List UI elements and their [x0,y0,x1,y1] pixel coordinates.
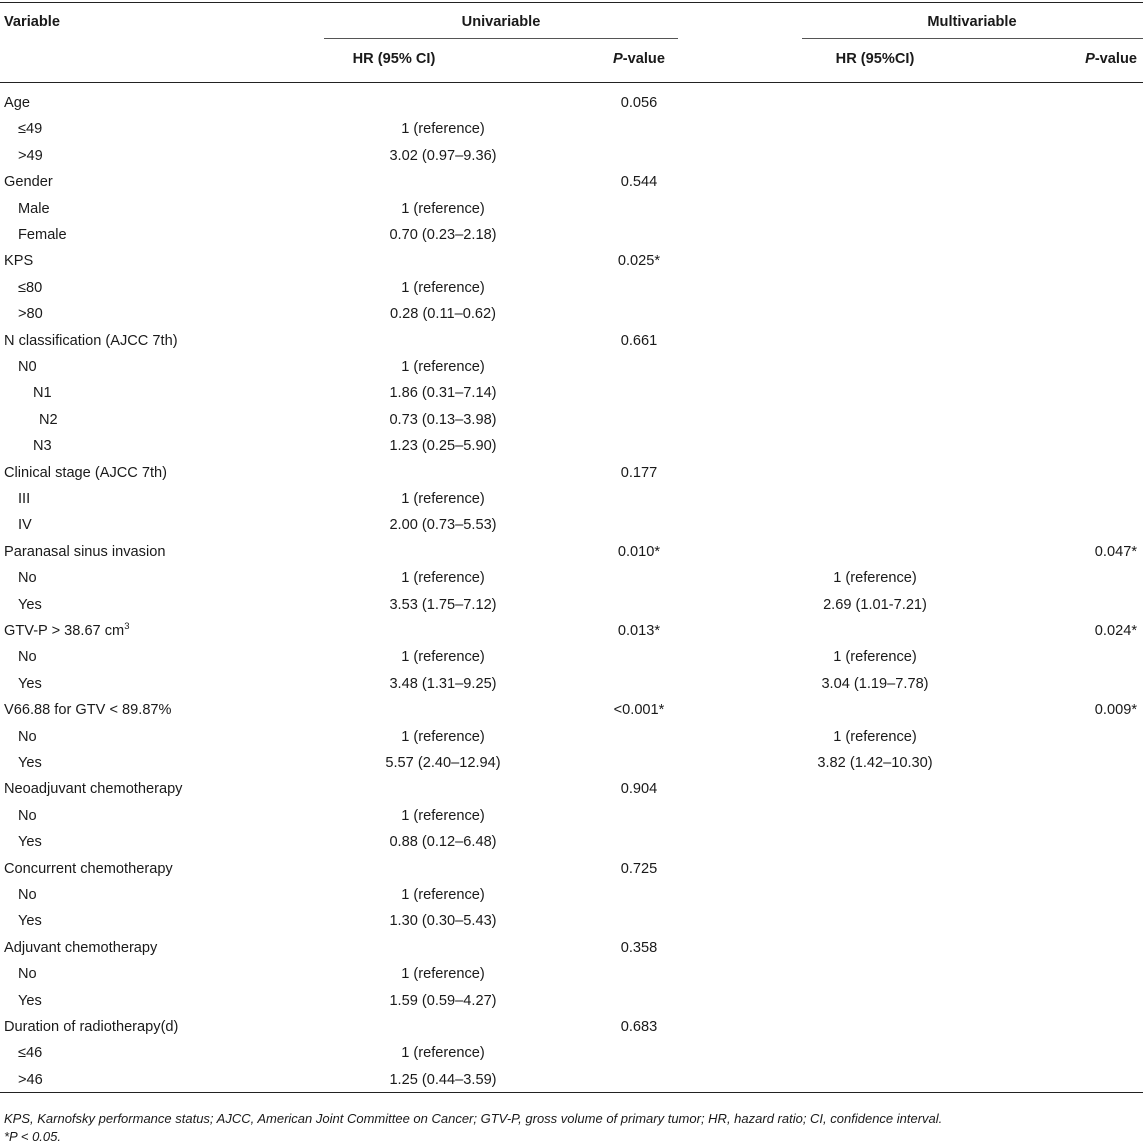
p-italic: P [613,51,623,67]
row-label: No [18,570,37,586]
row-label: Concurrent chemotherapy [4,861,173,877]
header-univariable: Univariable [461,14,541,30]
univariable-p-cell: 0.544 [620,174,658,190]
multivariable-hr-cell: 1 (reference) [833,570,917,586]
univariable-hr-cell: 1 (reference) [401,359,485,375]
univariable-p-cell: 0.177 [620,465,658,481]
univariable-hr-cell: 0.88 (0.12–6.48) [389,834,497,850]
row-label: Gender [4,174,53,190]
row-label: N classification (AJCC 7th) [4,333,178,349]
row-label: No [18,649,37,665]
p-italic: P [1085,51,1095,67]
univariable-underline [324,38,678,39]
univariable-p-cell: 0.904 [620,781,658,797]
header-p-multivariable [1085,49,1137,69]
univariable-hr-cell: 1 (reference) [401,570,485,586]
row-label: No [18,966,37,982]
row-label: >46 [18,1072,43,1088]
univariable-p-cell: 0.661 [620,333,658,349]
row-label: Yes [18,834,42,850]
univariable-hr-cell: 0.70 (0.23–2.18) [389,227,497,243]
univariable-hr-cell: 1 (reference) [401,729,485,745]
univariable-p-cell: 0.025* [617,253,661,269]
row-label: ≤80 [18,280,43,296]
row-label: Yes [18,755,42,771]
row-label: Yes [18,993,42,1009]
univariable-p-cell: 0.358 [620,940,658,956]
p-suffix: -value [1094,51,1137,67]
univariable-hr-cell: 1.59 (0.59–4.27) [389,993,497,1009]
univariable-hr-cell: 1 (reference) [401,491,485,507]
header-hr-multivariable: HR (95%CI) [835,51,915,67]
univariable-hr-cell: 0.28 (0.11–0.62) [389,306,497,322]
row-label: N1 [33,385,52,401]
row-label: Yes [18,676,42,692]
footnote-abbreviations: KPS, Karnofsky performance status; AJCC, American Joint Committee on Cancer; GTV-P, gross volume of primary tumor; HR, hazard ratio; CI, confidence interval. [4,1111,943,1126]
univariable-hr-cell: 3.53 (1.75–7.12) [389,597,497,613]
row-label: >80 [18,306,43,322]
row-label: Neoadjuvant chemotherapy [4,781,183,797]
unit-superscript: 3 [124,621,130,633]
univariable-hr-cell: 1 (reference) [401,121,485,137]
row-label: Duration of radiotherapy(d) [4,1019,179,1035]
row-label: Yes [18,597,42,613]
row-label: III [18,491,31,507]
univariable-p-cell: 0.725 [620,861,658,877]
header-p-univariable [560,49,718,69]
univariable-hr-cell: 1.30 (0.30–5.43) [389,913,497,929]
row-label: N0 [18,359,37,375]
row-label: IV [18,517,32,533]
table-bottom-rule [0,1092,1143,1093]
row-label: No [18,808,37,824]
univariable-p-cell: <0.001* [613,702,665,718]
multivariable-hr-cell: 2.69 (1.01-7.21) [823,597,927,613]
multivariable-hr-cell: 1 (reference) [833,729,917,745]
univariable-hr-cell: 1.23 (0.25–5.90) [389,438,497,454]
univariable-hr-cell: 1 (reference) [401,808,485,824]
multivariable-hr-cell: 3.82 (1.42–10.30) [817,755,933,771]
row-label: Adjuvant chemotherapy [4,940,158,956]
univariable-p-cell: 0.683 [620,1019,658,1035]
row-label: KPS [4,253,34,269]
row-label: N2 [39,412,58,428]
header-multivariable: Multivariable [927,14,1017,30]
header-variable: Variable [4,14,60,30]
header-bottom-rule [0,82,1143,83]
univariable-p-cell: 0.056 [620,95,658,111]
univariable-hr-cell: 2.00 (0.73–5.53) [389,517,497,533]
row-label: Yes [18,913,42,929]
table-top-rule [0,2,1143,3]
univariable-p-cell: 0.013* [617,623,661,639]
multivariable-p-cell: 0.009* [1094,702,1137,718]
p-suffix: -value [622,51,665,67]
univariable-hr-cell: 1 (reference) [401,649,485,665]
univariable-hr-cell: 3.48 (1.31–9.25) [389,676,497,692]
univariable-hr-cell: 1 (reference) [401,887,485,903]
row-label: N3 [33,438,52,454]
row-label: Female [18,227,67,243]
univariable-hr-cell: 5.57 (2.40–12.94) [385,755,501,771]
univariable-hr-cell: 3.02 (0.97–9.36) [389,148,497,164]
multivariable-underline [802,38,1143,39]
univariable-hr-cell: 1 (reference) [401,201,485,217]
univariable-hr-cell: 1.86 (0.31–7.14) [389,385,497,401]
multivariable-p-cell: 0.024* [1094,623,1137,639]
univariable-hr-cell: 1 (reference) [401,1045,485,1061]
row-label: V66.88 for GTV < 89.87% [4,702,172,718]
row-label: GTV-P > 38.67 $cm^3$ [4,621,130,639]
row-label: No [18,729,37,745]
row-label: Male [18,201,50,217]
header-hr-univariable: HR (95% CI) [352,51,436,67]
row-label: Clinical stage (AJCC 7th) [4,465,168,481]
footnote-significance: *P < 0.05. [4,1129,61,1144]
row-label: Age [4,95,30,111]
row-label: No [18,887,37,903]
univariable-hr-cell: 1.25 (0.44–3.59) [389,1072,497,1088]
row-label: ≤46 [18,1045,43,1061]
multivariable-hr-cell: 3.04 (1.19–7.78) [821,676,929,692]
multivariable-hr-cell: 1 (reference) [833,649,917,665]
multivariable-p-cell: 0.047* [1094,544,1137,560]
row-label: Paranasal sinus invasion [4,544,166,560]
univariable-hr-cell: 0.73 (0.13–3.98) [389,412,497,428]
row-label: ≤49 [18,121,43,137]
univariable-p-cell: 0.010* [617,544,661,560]
row-label: >49 [18,148,43,164]
univariable-hr-cell: 1 (reference) [401,280,485,296]
univariable-hr-cell: 1 (reference) [401,966,485,982]
